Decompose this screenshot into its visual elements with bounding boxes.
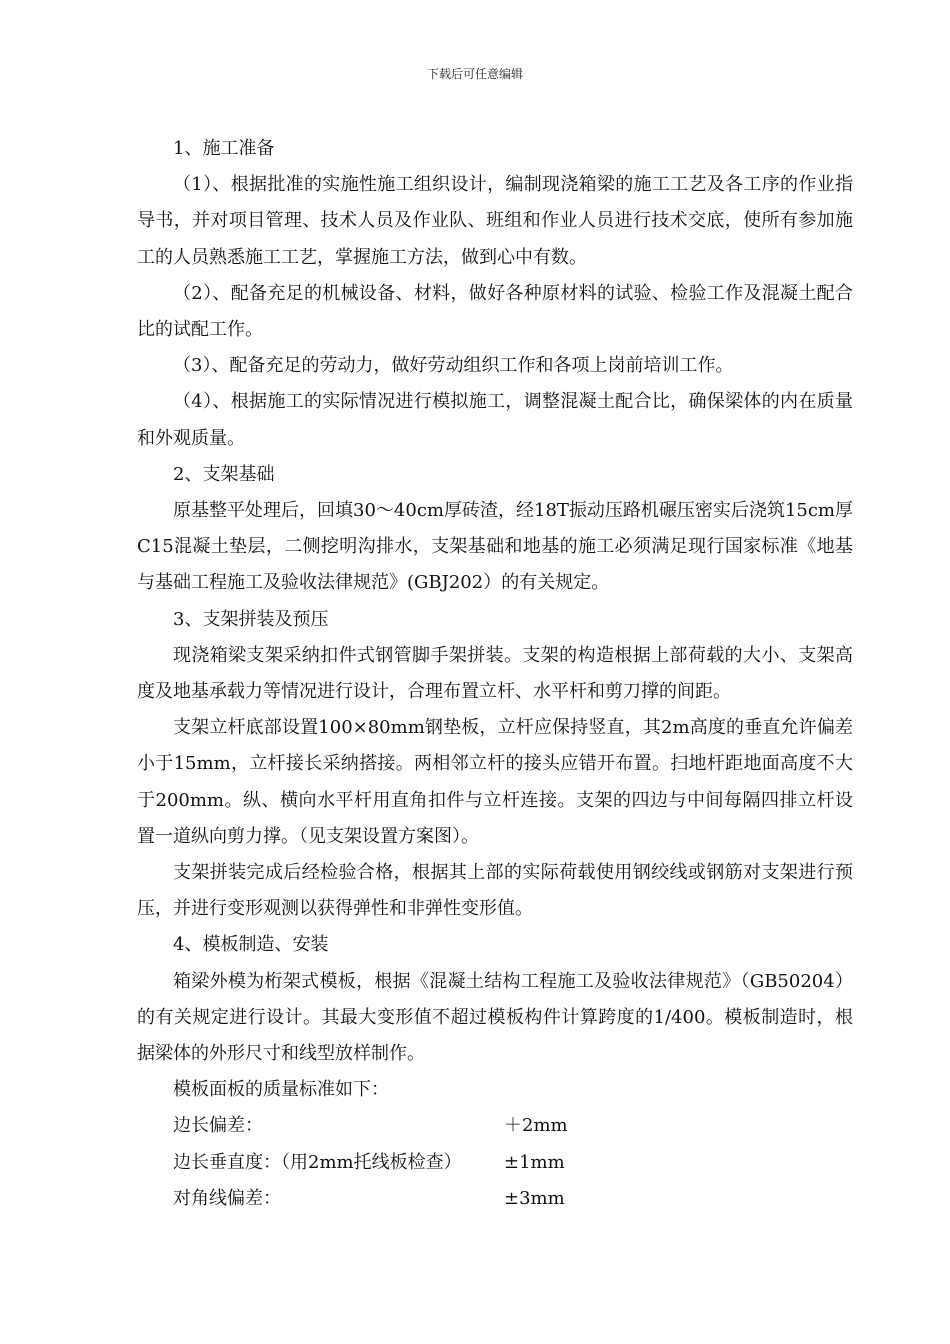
spec-label: 边长偏差： bbox=[173, 1115, 263, 1137]
section-heading-4: 4、模板制造、安装 bbox=[173, 934, 329, 956]
paragraph: 支架拼装完成后经检验合格，根据其上部的实际荷载使用钢绞线或钢筋对支架进行预压，并进行变形观测以获得弹性和非弹性变形值。 bbox=[137, 862, 853, 920]
paragraph: （2）、配备充足的机械设备、材料，做好各种原材料的试验、检验工作及混凝土配合比的试配工作。 bbox=[137, 282, 853, 341]
paragraph: （4）、根据施工的实际情况进行模拟施工，调整混凝土配合比，确保梁体的内在质量和外观质量。 bbox=[137, 391, 853, 449]
paragraph: 现浇箱梁支架采纳扣件式钢管脚手架拼装。支架的构造根据上部荷载的大小、支架高度及地基承载力等情况进行设计，合理布置立杆、水平杆和剪刀撑的间距。 bbox=[137, 644, 853, 703]
spec-label: 边长垂直度：（用2mm托线板检查） bbox=[173, 1151, 462, 1173]
spec-row bbox=[137, 1108, 853, 1144]
spec-value: ±3mm bbox=[504, 1187, 565, 1209]
spec-intro: 模板面板的质量标准如下： bbox=[173, 1079, 389, 1101]
page-header: 下载后可任意编辑 bbox=[426, 67, 523, 81]
section-heading-3: 3、支架拼装及预压 bbox=[173, 608, 329, 630]
spec-label: 对角线偏差： bbox=[173, 1187, 281, 1209]
spec-row bbox=[137, 1145, 853, 1181]
paragraph: （3）、配备充足的劳动力，做好劳动组织工作和各项上岗前培训工作。 bbox=[173, 355, 734, 377]
paragraph: （1）、根据批准的实施性施工组织设计，编制现浇箱梁的施工工艺及各工序的作业指导书，并对项目管理、技术人员及作业队、班组和作业人员进行技术交底，使所有参加施工的人员熟悉施工工艺，掌握施工方法，做到心中有数。 bbox=[137, 174, 853, 268]
spec-value: ±1mm bbox=[504, 1151, 565, 1173]
section-heading-1: 1、施工准备 bbox=[173, 138, 275, 159]
document-body bbox=[137, 131, 853, 1217]
paragraph: 原基整平处理后，回填30～40cm厚砖渣，经18T振动压路机碾压密实后浇筑15cm厚C15混凝土垫层，二侧挖明沟排水，支架基础和地基的施工必须满足现行国家标准《地基与基础工程施工及验收法律规范》(GBJ202）的有关规定。 bbox=[137, 500, 853, 594]
section-heading-2: 2、支架基础 bbox=[173, 463, 275, 485]
paragraph: 箱梁外模为桁架式模板，根据《混凝土结构工程施工及验收法律规范》（GB50204）的有关规定进行设计。其最大变形值不超过模板构件计算跨度的1/400。模板制造时，根据梁体的外形尺寸和线型放样制作。 bbox=[137, 970, 853, 1065]
spec-value: ＋2mm bbox=[504, 1115, 568, 1137]
paragraph: 支架立杆底部设置100×80mm钢垫板，立杆应保持竖直，其2m高度的垂直允许偏差小于15mm，立杆接长采纳搭接。两相邻立杆的接头应错开布置。扫地杆距地面高度不大于200mm。纵、横向水平杆用直角扣件与立杆连接。支架的四边与中间每隔四排立杆设置一道纵向剪力撑。（见支架设置方案图）。 bbox=[137, 717, 853, 847]
spec-row bbox=[137, 1181, 853, 1217]
